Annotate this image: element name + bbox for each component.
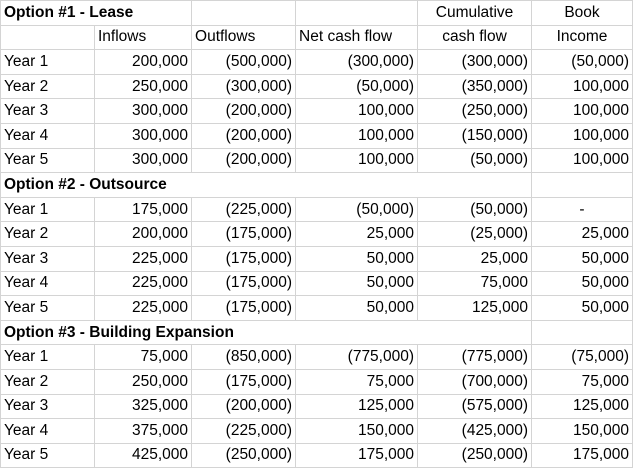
cumulative-cash-flow-cell: (350,000) [418,74,532,99]
year-cell: Year 3 [1,394,95,419]
book-income-cell: 100,000 [532,123,633,148]
table-row [1,50,633,75]
net-cash-flow-cell: 50,000 [296,296,418,321]
outflows-cell: (250,000) [192,443,296,468]
net-cash-flow-cell: 100,000 [296,99,418,124]
outflows-cell: (175,000) [192,246,296,271]
year-cell: Year 4 [1,419,95,444]
section-blank-cell [532,173,633,198]
cumulative-cash-flow-cell: (575,000) [418,394,532,419]
section-blank-cell [532,320,633,345]
cumulative-cash-flow-cell: 25,000 [418,246,532,271]
table-row [1,222,633,247]
cumulative-cash-flow-cell: (700,000) [418,369,532,394]
book-income-cell: 175,000 [532,443,633,468]
section-title-option-3: Option #3 - Building Expansion [1,320,532,345]
header-row-2 [1,25,633,50]
outflows-cell: (175,000) [192,296,296,321]
cumulative-cash-flow-cell: (250,000) [418,99,532,124]
header-blank-net [296,1,418,26]
table-row [1,443,633,468]
cumulative-cash-flow-cell: (150,000) [418,123,532,148]
header-cumulative-bottom: cash flow [418,25,532,50]
book-income-cell: 50,000 [532,246,633,271]
inflows-cell: 200,000 [95,50,192,75]
net-cash-flow-cell: (300,000) [296,50,418,75]
cumulative-cash-flow-cell: 75,000 [418,271,532,296]
outflows-cell: (175,000) [192,271,296,296]
inflows-cell: 300,000 [95,99,192,124]
table-row [1,369,633,394]
year-cell: Year 2 [1,74,95,99]
net-cash-flow-cell: 50,000 [296,271,418,296]
year-cell: Year 2 [1,369,95,394]
header-row-1 [1,1,633,26]
book-income-cell: 50,000 [532,296,633,321]
outflows-cell: (500,000) [192,50,296,75]
section-title-option-2: Option #2 - Outsource [1,173,532,198]
outflows-cell: (300,000) [192,74,296,99]
table-row [1,394,633,419]
book-income-cell: 75,000 [532,369,633,394]
header-inflows: Inflows [95,25,192,50]
inflows-cell: 375,000 [95,419,192,444]
table-row [1,419,633,444]
section-title-option-1: Option #1 - Lease [1,1,192,26]
outflows-cell: (200,000) [192,148,296,173]
cumulative-cash-flow-cell: (25,000) [418,222,532,247]
year-cell: Year 1 [1,197,95,222]
book-income-cell: 100,000 [532,99,633,124]
net-cash-flow-cell: 50,000 [296,246,418,271]
table-row [1,197,633,222]
year-cell: Year 2 [1,222,95,247]
cumulative-cash-flow-cell: (50,000) [418,197,532,222]
header-book-bottom: Income [532,25,633,50]
year-cell: Year 1 [1,345,95,370]
net-cash-flow-cell: 175,000 [296,443,418,468]
net-cash-flow-cell: 125,000 [296,394,418,419]
table-row [1,123,633,148]
outflows-cell: (200,000) [192,394,296,419]
year-cell: Year 3 [1,99,95,124]
outflows-cell: (175,000) [192,369,296,394]
inflows-cell: 325,000 [95,394,192,419]
header-blank-year [1,25,95,50]
inflows-cell: 300,000 [95,123,192,148]
table-row [1,246,633,271]
book-income-cell: - [532,197,633,222]
header-book-top: Book [532,1,633,26]
book-income-cell: 50,000 [532,271,633,296]
net-cash-flow-cell: 100,000 [296,123,418,148]
inflows-cell: 225,000 [95,296,192,321]
book-income-cell: 100,000 [532,148,633,173]
inflows-cell: 75,000 [95,345,192,370]
book-income-cell: 125,000 [532,394,633,419]
header-net-cash-flow: Net cash flow [296,25,418,50]
table-row [1,99,633,124]
inflows-cell: 300,000 [95,148,192,173]
inflows-cell: 250,000 [95,74,192,99]
table-row [1,345,633,370]
header-blank-outflows [192,1,296,26]
net-cash-flow-cell: (775,000) [296,345,418,370]
net-cash-flow-cell: 25,000 [296,222,418,247]
inflows-cell: 225,000 [95,246,192,271]
section-row-option-2 [1,173,633,198]
cumulative-cash-flow-cell: 125,000 [418,296,532,321]
cumulative-cash-flow-cell: (50,000) [418,148,532,173]
table-row [1,148,633,173]
inflows-cell: 175,000 [95,197,192,222]
year-cell: Year 4 [1,123,95,148]
cumulative-cash-flow-cell: (775,000) [418,345,532,370]
outflows-cell: (175,000) [192,222,296,247]
cumulative-cash-flow-cell: (425,000) [418,419,532,444]
net-cash-flow-cell: 100,000 [296,148,418,173]
net-cash-flow-cell: 75,000 [296,369,418,394]
section-row-option-3 [1,320,633,345]
outflows-cell: (200,000) [192,99,296,124]
inflows-cell: 250,000 [95,369,192,394]
inflows-cell: 425,000 [95,443,192,468]
year-cell: Year 5 [1,296,95,321]
net-cash-flow-cell: (50,000) [296,74,418,99]
inflows-cell: 200,000 [95,222,192,247]
inflows-cell: 225,000 [95,271,192,296]
year-cell: Year 1 [1,50,95,75]
book-income-cell: 150,000 [532,419,633,444]
book-income-cell: 25,000 [532,222,633,247]
net-cash-flow-cell: 150,000 [296,419,418,444]
year-cell: Year 4 [1,271,95,296]
book-income-cell: 100,000 [532,74,633,99]
cumulative-cash-flow-cell: (250,000) [418,443,532,468]
table-body [1,1,633,468]
table-row [1,296,633,321]
book-income-cell: (50,000) [532,50,633,75]
outflows-cell: (225,000) [192,419,296,444]
table-row [1,271,633,296]
table-row [1,74,633,99]
year-cell: Year 5 [1,148,95,173]
cumulative-cash-flow-cell: (300,000) [418,50,532,75]
outflows-cell: (225,000) [192,197,296,222]
outflows-cell: (850,000) [192,345,296,370]
outflows-cell: (200,000) [192,123,296,148]
book-income-cell: (75,000) [532,345,633,370]
year-cell: Year 5 [1,443,95,468]
year-cell: Year 3 [1,246,95,271]
net-cash-flow-cell: (50,000) [296,197,418,222]
header-outflows: Outflows [192,25,296,50]
header-cumulative-top: Cumulative [418,1,532,26]
